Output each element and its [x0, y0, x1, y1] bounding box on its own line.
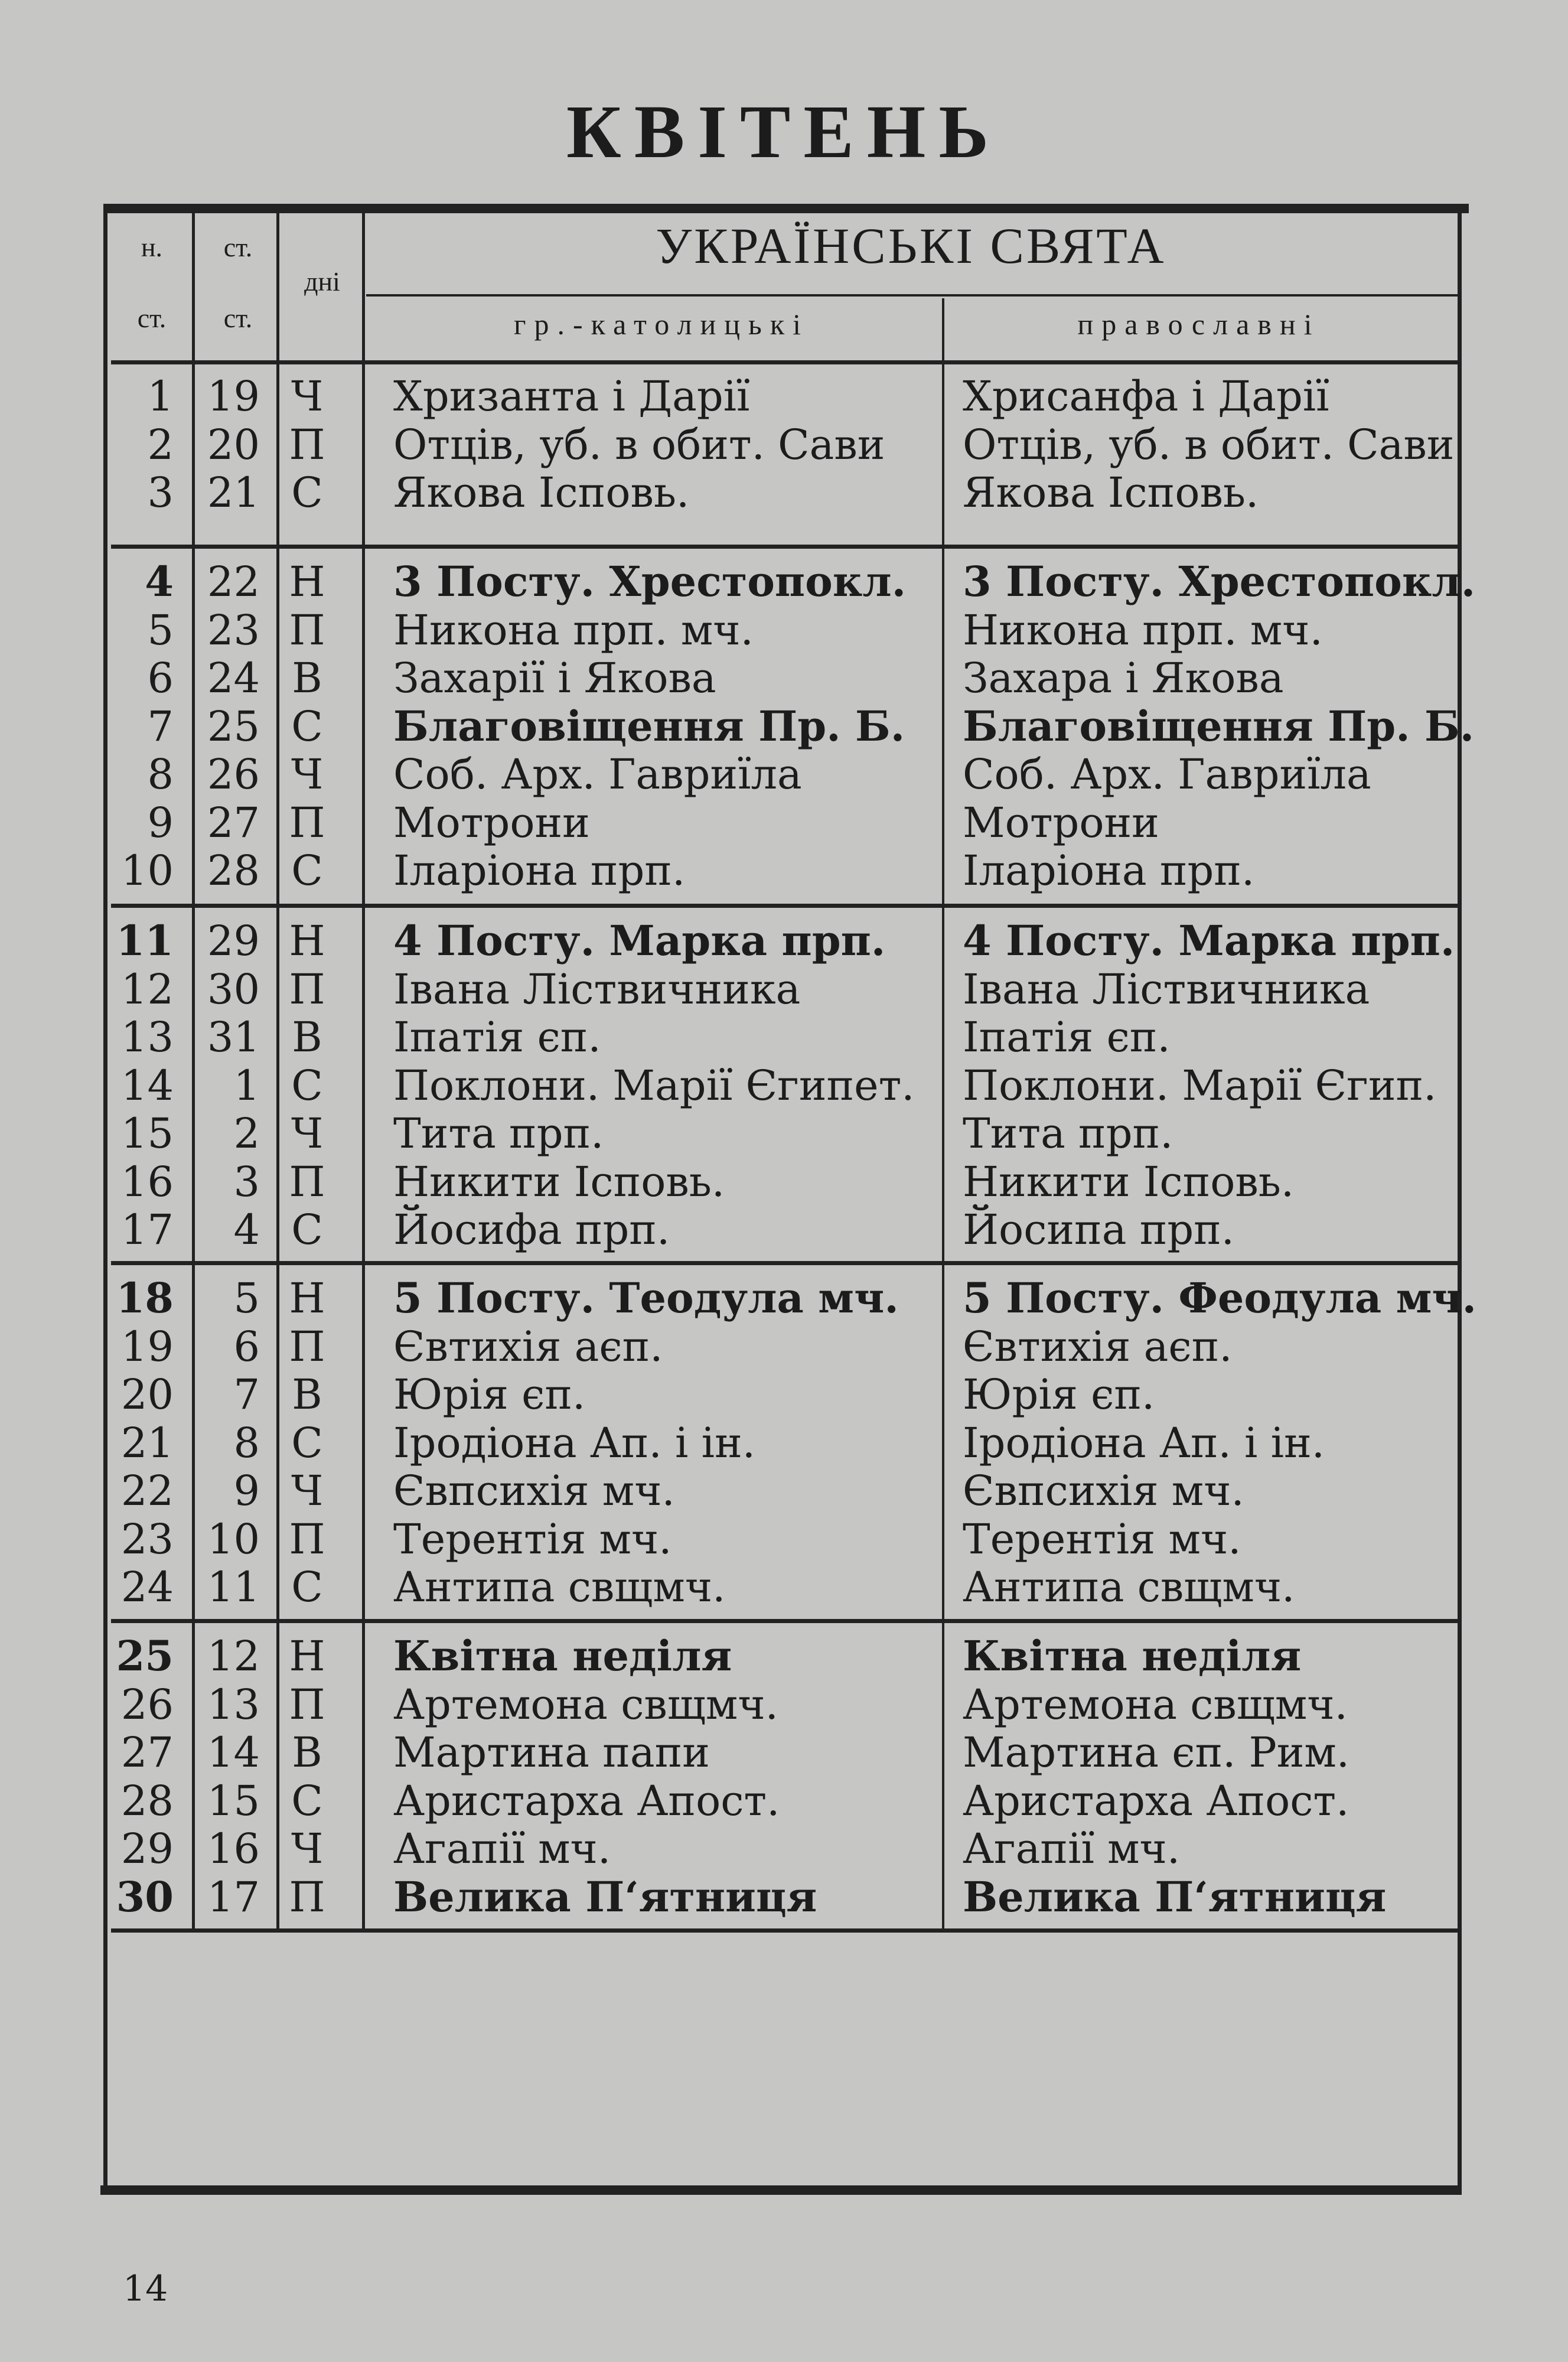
old-style-day: 23: [207, 605, 260, 654]
calendar-row: [111, 1158, 1458, 1206]
calendar-row: [111, 1515, 1458, 1563]
header-days: дні: [304, 266, 340, 297]
greek-catholic-feast: Благовіщення Пр. Б.: [393, 701, 905, 751]
weekday: С: [291, 1563, 323, 1611]
weekday: В: [292, 1370, 322, 1419]
weekday: Н: [289, 1274, 325, 1322]
orthodox-feast: Аристарха Апост.: [963, 1776, 1349, 1825]
new-style-day: 9: [147, 798, 174, 847]
orthodox-feast: Якова Ісповь.: [963, 468, 1259, 517]
orthodox-feast: Євтихія аєп.: [963, 1322, 1233, 1371]
greek-catholic-feast: 3 Посту. Хрестопокл.: [393, 557, 907, 606]
greek-catholic-feast: Тита прп.: [393, 1109, 604, 1158]
greek-catholic-feast: Євтихія аєп.: [393, 1322, 663, 1371]
calendar-row: [111, 1825, 1458, 1873]
calendar-row: [111, 421, 1458, 469]
greek-catholic-feast: Терентія мч.: [393, 1514, 672, 1563]
calendar-row: [111, 917, 1458, 965]
new-style-day: 17: [120, 1206, 174, 1254]
calendar-row: [111, 1873, 1458, 1921]
header-holidays-title: УКРАЇНСЬКІ СВЯТА: [656, 217, 1166, 274]
greek-catholic-feast: 4 Посту. Марка прп.: [393, 916, 886, 965]
orthodox-feast: 4 Посту. Марка прп.: [963, 916, 1455, 965]
weekday: С: [291, 1206, 323, 1254]
weekday: С: [291, 1776, 323, 1825]
new-style-day: 14: [120, 1061, 174, 1110]
orthodox-feast: Захара і Якова: [963, 654, 1284, 702]
new-style-day: 16: [120, 1157, 174, 1206]
new-style-day: 3: [147, 468, 174, 517]
new-style-day: 4: [145, 557, 174, 606]
calendar-row: [111, 1109, 1458, 1158]
new-style-day: 24: [120, 1563, 174, 1611]
header-new-style-2: ст.: [137, 303, 167, 333]
weekday: С: [291, 846, 323, 895]
calendar-row: [111, 654, 1458, 702]
greek-catholic-feast: Велика П‘ятниця: [393, 1872, 817, 1921]
greek-catholic-feast: Никити Ісповь.: [393, 1157, 725, 1206]
old-style-day: 9: [233, 1467, 260, 1515]
weekday: Ч: [291, 372, 324, 421]
week-separator: [111, 904, 1459, 908]
header-old-style-2: ст.: [223, 303, 253, 333]
weekday: П: [289, 1157, 325, 1206]
new-style-day: 18: [116, 1273, 174, 1322]
greek-catholic-feast: Отців, уб. в обит. Сави: [393, 420, 885, 469]
old-style-day: 16: [207, 1825, 260, 1873]
weekday: С: [291, 702, 323, 751]
greek-catholic-feast: 5 Посту. Теодула мч.: [393, 1273, 899, 1322]
calendar-row: [111, 1061, 1458, 1110]
old-style-day: 22: [207, 558, 260, 606]
new-style-day: 26: [120, 1680, 174, 1729]
weekday: П: [289, 1514, 325, 1563]
new-style-day: 13: [120, 1013, 174, 1061]
orthodox-feast: Велика П‘ятниця: [963, 1872, 1387, 1921]
orthodox-feast: Іпатія єп.: [963, 1013, 1171, 1061]
calendar-row: [111, 750, 1458, 799]
weekday: С: [291, 468, 323, 517]
new-style-day: 21: [120, 1418, 174, 1467]
header-new-style-1: н.: [141, 232, 163, 262]
week-separator: [111, 1261, 1459, 1265]
old-style-day: 21: [207, 468, 260, 517]
orthodox-feast: Отців, уб. в обит. Сави: [963, 420, 1455, 469]
old-style-day: 5: [233, 1274, 260, 1322]
new-style-day: 5: [147, 605, 174, 654]
new-style-day: 20: [120, 1370, 174, 1419]
calendar-row: [111, 1370, 1458, 1419]
weekday: С: [291, 1061, 323, 1110]
weekday: П: [289, 420, 325, 469]
calendar-row: [111, 846, 1458, 895]
new-style-day: 10: [120, 846, 174, 895]
greek-catholic-feast: Соб. Арх. Гавриїла: [393, 750, 802, 799]
orthodox-feast: Артемона свщмч.: [963, 1680, 1348, 1729]
page-title: КВІТЕНЬ: [566, 90, 1002, 174]
old-style-day: 24: [207, 654, 260, 702]
old-style-day: 25: [207, 702, 260, 751]
header-orthodox: православні: [1077, 308, 1321, 341]
old-style-day: 1: [233, 1061, 260, 1110]
bottom-rule: [100, 2185, 1462, 2195]
new-style-day: 12: [120, 965, 174, 1014]
greek-catholic-feast: Никона прп. мч.: [393, 605, 754, 654]
orthodox-feast: Мотрони: [963, 798, 1159, 847]
calendar-row: [111, 1013, 1458, 1061]
orthodox-feast: Іродіона Ап. і ін.: [963, 1418, 1325, 1467]
old-style-day: 29: [207, 917, 260, 965]
old-style-day: 14: [207, 1728, 260, 1777]
calendar-row: [111, 1206, 1458, 1254]
new-style-day: 8: [147, 750, 174, 799]
weekday: П: [289, 1322, 325, 1371]
orthodox-feast: Іларіона прп.: [963, 846, 1255, 895]
old-style-day: 11: [207, 1563, 260, 1611]
old-style-day: 7: [233, 1370, 260, 1419]
weekday: П: [289, 1872, 325, 1921]
greek-catholic-feast: Агапії мч.: [393, 1825, 611, 1873]
week-separator: [111, 360, 1459, 364]
weekday: С: [291, 1418, 323, 1467]
calendar-row: [111, 1777, 1458, 1825]
old-style-day: 17: [207, 1872, 260, 1921]
calendar-row: [111, 468, 1458, 517]
new-style-day: 30: [116, 1872, 174, 1921]
new-style-day: 1: [147, 372, 174, 421]
old-style-day: 13: [207, 1680, 260, 1729]
old-style-day: 26: [207, 750, 260, 799]
new-style-day: 25: [116, 1631, 174, 1680]
weekday: Ч: [291, 1825, 324, 1873]
old-style-day: 15: [207, 1776, 260, 1825]
greek-catholic-feast: Євпсихія мч.: [393, 1467, 675, 1515]
greek-catholic-feast: Івана Ліствичника: [393, 965, 801, 1014]
calendar-row: [111, 701, 1475, 751]
calendar-row: [111, 372, 1458, 421]
greek-catholic-feast: Захарії і Якова: [393, 654, 716, 702]
weekday: В: [292, 654, 322, 702]
orthodox-feast: Івана Ліствичника: [963, 965, 1370, 1014]
header-old-style-1: ст.: [223, 232, 253, 262]
orthodox-feast: Йосипа прп.: [963, 1206, 1235, 1254]
old-style-day: 2: [233, 1109, 260, 1158]
weekday: Ч: [291, 1467, 324, 1515]
orthodox-feast: Юрія єп.: [963, 1370, 1155, 1419]
old-style-day: 27: [207, 798, 260, 847]
orthodox-feast: Тита прп.: [963, 1109, 1173, 1158]
orthodox-feast: Агапії мч.: [963, 1825, 1181, 1873]
new-style-day: 2: [147, 420, 174, 469]
old-style-day: 6: [233, 1322, 260, 1371]
calendar-row: [111, 557, 1476, 606]
weekday: Н: [289, 1632, 325, 1680]
old-style-day: 31: [207, 1013, 260, 1061]
greek-catholic-feast: Якова Ісповь.: [393, 468, 690, 517]
new-style-day: 7: [147, 702, 174, 751]
greek-catholic-feast: Іларіона прп.: [393, 846, 686, 895]
calendar-row: [111, 965, 1458, 1014]
weekday: Ч: [291, 1109, 324, 1158]
calendar-row: [111, 1467, 1458, 1515]
orthodox-feast: 3 Посту. Хрестопокл.: [963, 557, 1476, 606]
old-style-day: 4: [233, 1206, 260, 1254]
greek-catholic-feast: Поклони. Марії Єгипет.: [393, 1061, 915, 1110]
weekday: П: [289, 965, 325, 1014]
orthodox-feast: Никити Ісповь.: [963, 1157, 1295, 1206]
calendar-row: [111, 1728, 1458, 1777]
calendar-row: [111, 1273, 1477, 1322]
orthodox-feast: Благовіщення Пр. Б.: [963, 701, 1475, 751]
weekday: П: [289, 605, 325, 654]
weekday: В: [292, 1728, 322, 1777]
greek-catholic-feast: Мартина папи: [393, 1728, 710, 1777]
greek-catholic-feast: Хризанта і Дарії: [393, 372, 750, 421]
greek-catholic-feast: Артемона свщмч.: [393, 1680, 778, 1729]
new-style-day: 23: [120, 1514, 174, 1563]
orthodox-feast: Хрисанфа і Дарії: [963, 372, 1329, 421]
calendar-row: [111, 1632, 1458, 1680]
orthodox-feast: Антипа свщмч.: [963, 1563, 1295, 1611]
calendar-row: [111, 1419, 1458, 1467]
greek-catholic-feast: Юрія єп.: [393, 1370, 586, 1419]
greek-catholic-feast: Іпатія єп.: [393, 1013, 601, 1061]
new-style-day: 27: [120, 1728, 174, 1777]
week-separator: [111, 545, 1459, 549]
new-style-day: 22: [120, 1467, 174, 1515]
greek-catholic-feast: Йосифа прп.: [393, 1206, 670, 1254]
old-style-day: 28: [207, 846, 260, 895]
calendar-row: [111, 799, 1458, 847]
old-style-day: 8: [233, 1418, 260, 1467]
old-style-day: 19: [207, 372, 260, 421]
new-style-day: 28: [120, 1776, 174, 1825]
orthodox-feast: Євпсихія мч.: [963, 1467, 1244, 1515]
calendar-row: [111, 1563, 1458, 1611]
header-divider: [366, 294, 1459, 297]
greek-catholic-feast: Іродіона Ап. і ін.: [393, 1418, 755, 1467]
calendar-row: [111, 1322, 1458, 1371]
greek-catholic-feast: Аристарха Апост.: [393, 1776, 780, 1825]
orthodox-feast: Никона прп. мч.: [963, 605, 1323, 654]
weekday: Н: [289, 917, 325, 965]
new-style-day: 29: [120, 1825, 174, 1873]
calendar-row: [111, 1680, 1458, 1729]
page-number: 14: [123, 2268, 168, 2309]
old-style-day: 12: [207, 1632, 260, 1680]
table-bottom-line: [111, 1928, 1459, 1933]
new-style-day: 19: [120, 1322, 174, 1371]
old-style-day: 3: [233, 1157, 260, 1206]
orthodox-feast: Мартина єп. Рим.: [963, 1728, 1350, 1777]
greek-catholic-feast: Антипа свщмч.: [393, 1563, 726, 1611]
calendar-row: [111, 606, 1458, 654]
orthodox-feast: Поклони. Марії Єгип.: [963, 1061, 1437, 1110]
weekday: П: [289, 798, 325, 847]
old-style-day: 20: [207, 420, 260, 469]
weekday: В: [292, 1013, 322, 1061]
new-style-day: 11: [116, 916, 174, 965]
old-style-day: 30: [207, 965, 260, 1014]
orthodox-feast: 5 Посту. Феодула мч.: [963, 1273, 1477, 1322]
new-style-day: 6: [147, 654, 174, 702]
orthodox-feast: Соб. Арх. Гавриїла: [963, 750, 1371, 799]
greek-catholic-feast: Квітна неділя: [393, 1631, 732, 1680]
weekday: Ч: [291, 750, 324, 799]
weekday: П: [289, 1680, 325, 1729]
week-separator: [111, 1619, 1459, 1623]
new-style-day: 15: [120, 1109, 174, 1158]
orthodox-feast: Квітна неділя: [963, 1631, 1302, 1680]
header-greek-catholic: гр.-католицькі: [513, 308, 810, 341]
weekday: Н: [289, 558, 325, 606]
orthodox-feast: Терентія мч.: [963, 1514, 1241, 1563]
old-style-day: 10: [207, 1514, 260, 1563]
greek-catholic-feast: Мотрони: [393, 798, 590, 847]
